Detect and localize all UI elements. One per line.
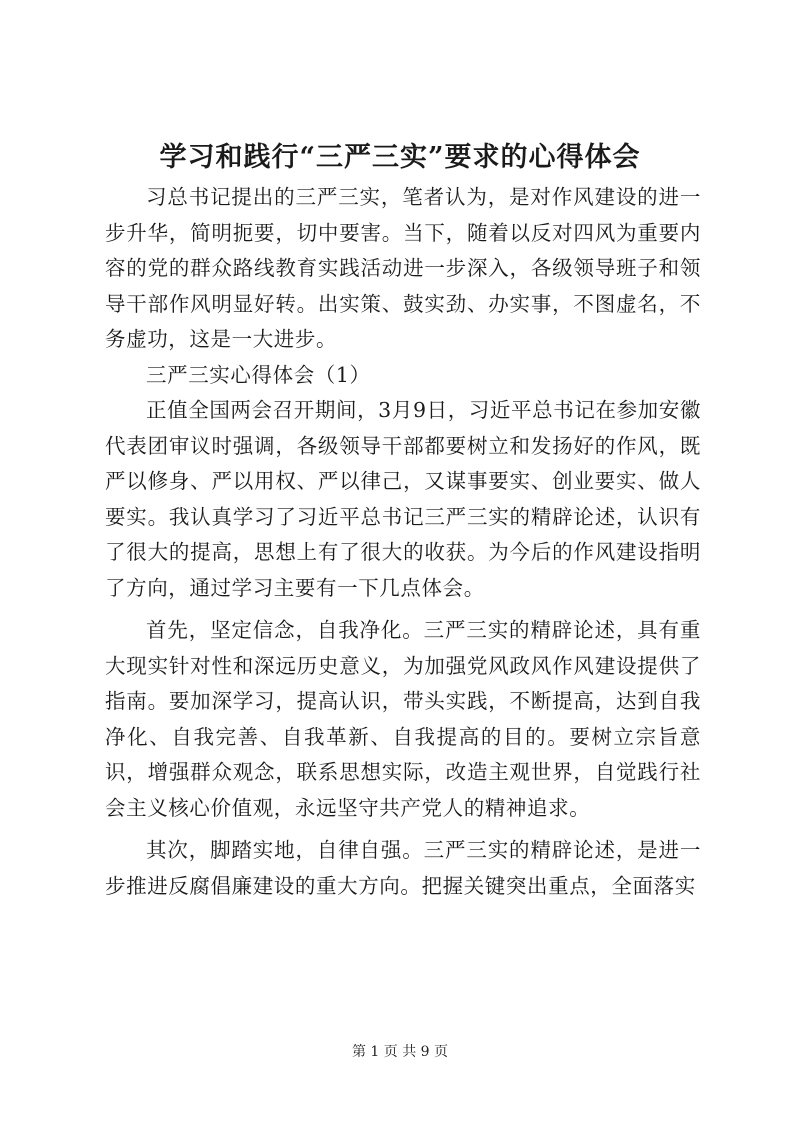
paragraph-intro: 习总书记提出的三严三实，笔者认为，是对作风建设的进一步升华，简明扼要，切中要害。当下，随着以反对四风为重要内容的党的群众路线教育实践活动进一步深入，各级领导班子和领导干部作风明显好转。出实策、鼓实劲、办实事，不图虚名，不务虚功，这是一大进步。 [105,185,701,351]
paragraph-two-sessions: 正值全国两会召开期间，3月9日，习近平总书记在参加安徽代表团审议时强调，各级领导干部都要树立和发扬好的作风，既严以修身、严以用权、严以律己，又谋事要实、创业要实、做人要实。我认真学习了习近平总书记三严三实的精辟论述，认识有了很大的提高，思想上有了很大的收获。为今后的作风建设指明了方向，通过学习主要有一下几点体会。 [105,398,701,600]
paragraph-section-heading: 三严三实心得体会（1） [146,362,371,387]
document-title: 学习和践行“三严三实”要求的心得体会 [159,142,641,173]
document-body [105,180,701,904]
paragraph-first-point: 首先，坚定信念，自我净化。三严三实的精辟论述，具有重大现实针对性和深远历史意义，为加强党风政风作风建设提供了指南。要加深学习，提高认识，带头实践，不断提高，达到自我净化、自我完善、自我革新、自我提高的目的。要树立宗旨意识，增强群众观念，联系思想实际，改造主观世界，自觉践行社会主义核心价值观，永远坚守共产党人的精神追求。 [105,618,701,820]
page-number-footer: 第 1 页 共 9 页 [351,1044,449,1060]
paragraph-second-point: 其次，脚踏实地，自律自强。三严三实的精辟论述，是进一步推进反腐倡廉建设的重大方向。把握关键突出重点，全面落实 [105,838,701,898]
